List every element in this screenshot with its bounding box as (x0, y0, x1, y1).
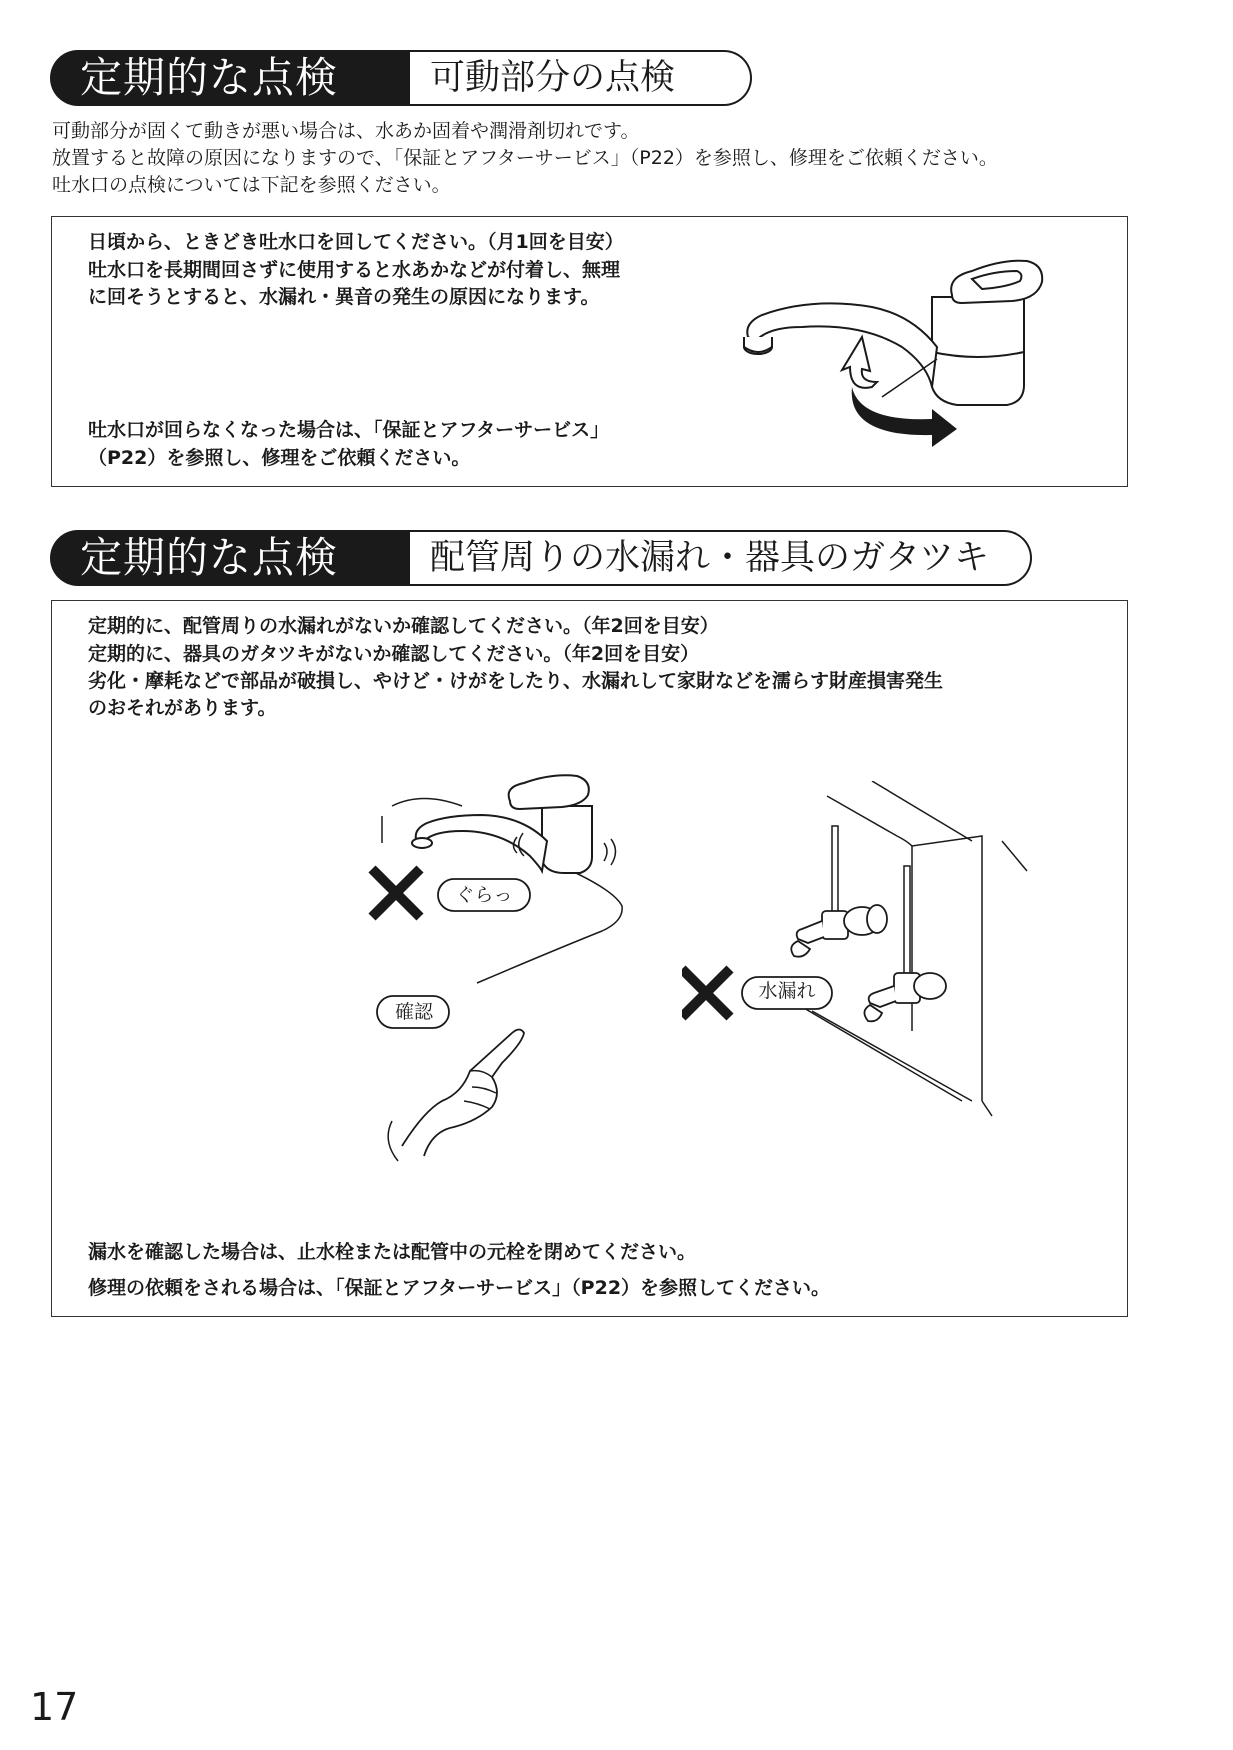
page-number: 17 (30, 1685, 79, 1729)
section1-intro (52, 118, 998, 199)
pipe-leak-illustration (682, 781, 1062, 1121)
label-check: 確認 (394, 1001, 433, 1023)
section1-subtitle: 可動部分の点検 (410, 50, 752, 106)
label-wobble: ぐらっ (455, 884, 513, 906)
box1-line: 日頃から、ときどき吐水口を回してください。（月1回を目安） (88, 231, 624, 253)
box2-line: 定期的に、器具のガタツキがないか確認してください。（年2回を目安） (88, 643, 700, 665)
label-leak: 水漏れ (758, 980, 816, 1002)
box1-line: （P22）を参照し、修理をご依頼ください。 (88, 447, 471, 469)
box2-line: 修理の依頼をされる場合は、「保証とアフターサービス」（P22）を参照してください。 (88, 1277, 831, 1299)
box2-line: のおそれがあります。 (88, 697, 277, 719)
box2-line: 劣化・摩耗などで部品が破損し、やけど・けがをしたり、水漏れして家財などを濡らす財産損害発生 (88, 670, 944, 692)
ng-x-mark-2 (682, 969, 730, 1017)
section2-box (51, 600, 1128, 1317)
intro-line: 放置すると故障の原因になりますので、「保証とアフターサービス」（P22）を参照し、修理をご依頼ください。 (52, 147, 998, 169)
intro-line: 吐水口の点検については下記を参照ください。 (52, 174, 451, 196)
section1-title: 定期的な点検 (50, 50, 410, 106)
box1-line: 吐水口を長期間回さずに使用すると水あかなどが付着し、無理 (88, 259, 621, 281)
box1-line: 吐水口が回らなくなった場合は、「保証とアフターサービス」 (88, 419, 610, 441)
intro-line: 可動部分が固くて動きが悪い場合は、水あか固着や潤滑剤切れです。 (52, 120, 640, 142)
box1-line: に回そうとすると、水漏れ・異音の発生の原因になります。 (88, 286, 600, 308)
box2-line: 漏水を確認した場合は、止水栓または配管中の元栓を閉めてください。 (88, 1241, 697, 1263)
box2-line: 定期的に、配管周りの水漏れがないか確認してください。（年2回を目安） (88, 615, 719, 637)
section2-title: 定期的な点検 (50, 530, 410, 586)
section1-box (51, 216, 1128, 487)
faucet-rotate-illustration (732, 237, 1112, 477)
faucet-wobble-illustration (352, 771, 712, 1171)
ng-x-mark-1 (372, 869, 420, 917)
section2-subtitle: 配管周りの水漏れ・器具のガタツキ (410, 530, 1032, 586)
